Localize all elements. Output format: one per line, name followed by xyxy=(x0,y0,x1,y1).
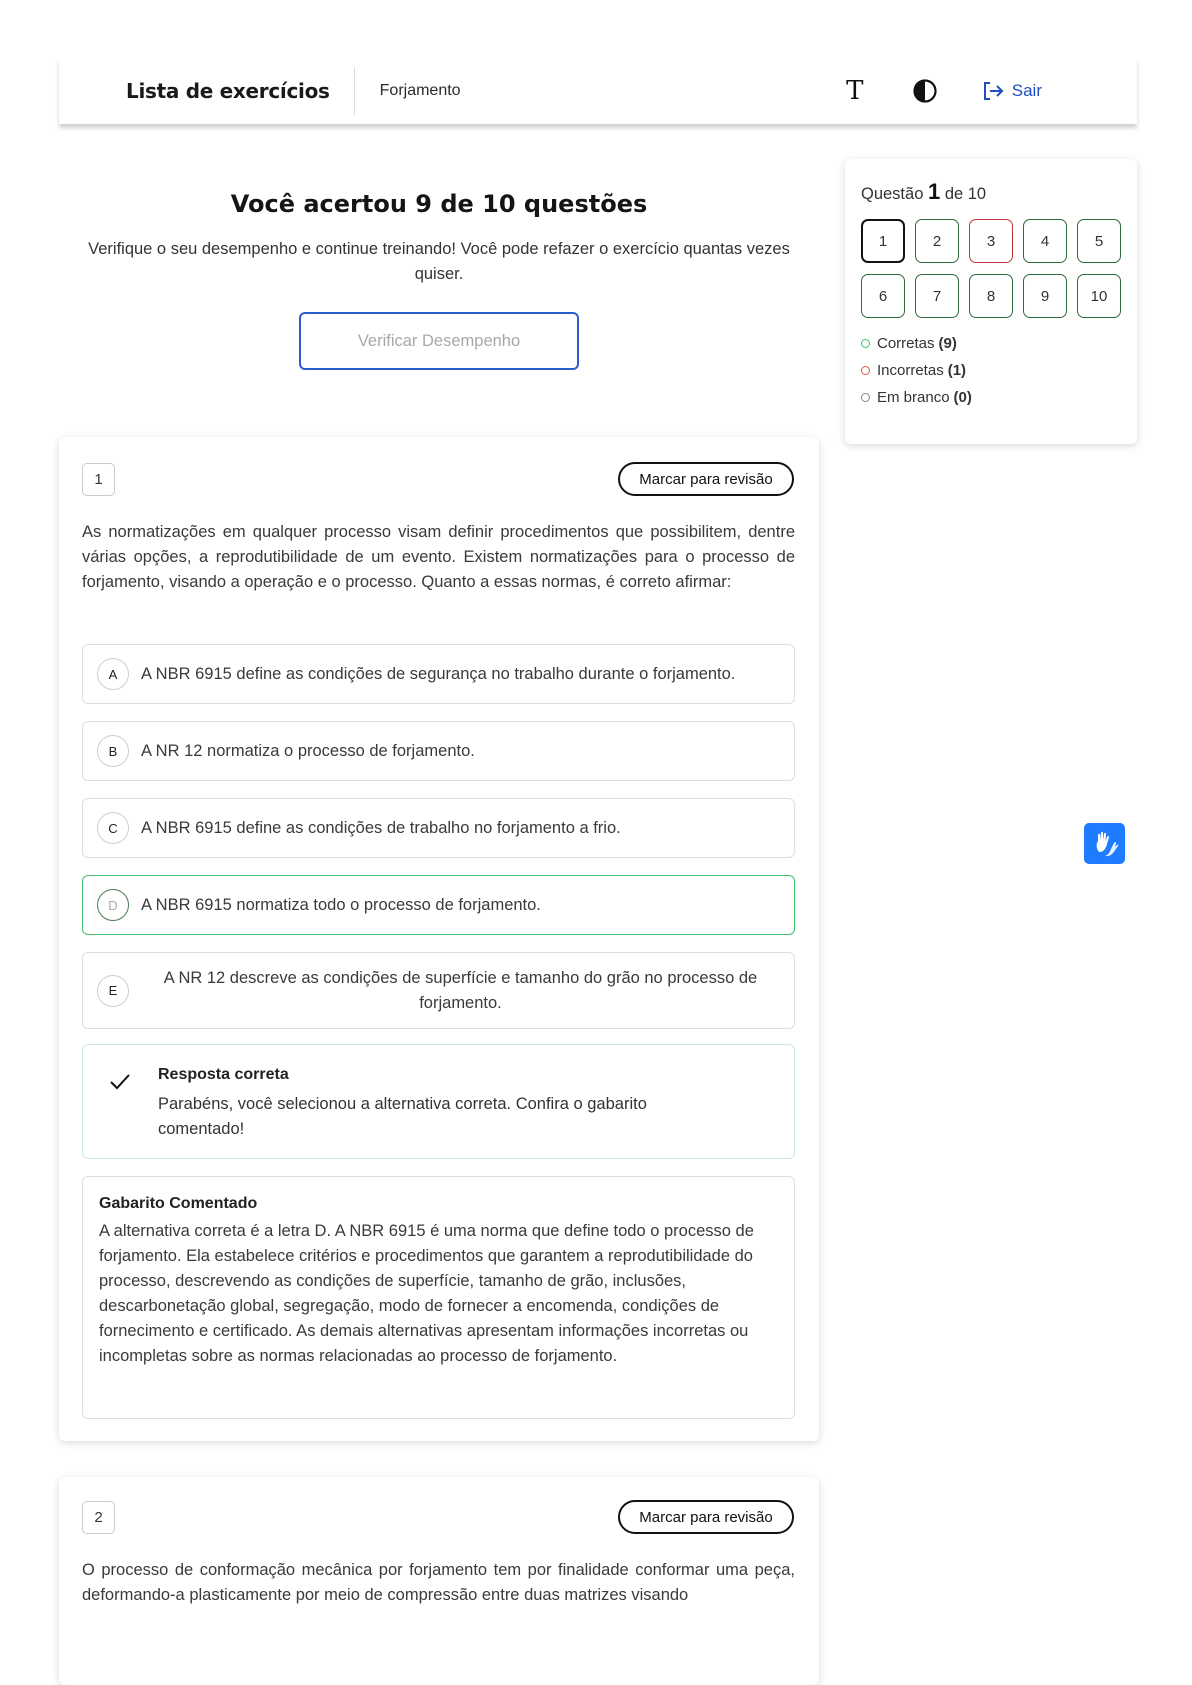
navigator-prefix: Questão xyxy=(861,185,924,203)
mark-review-button[interactable]: Marcar para revisão xyxy=(618,1500,794,1534)
option-e[interactable] xyxy=(82,952,795,1029)
feedback-text: Parabéns, você selecionou a alternativa correta. Confira o gabarito comentado! xyxy=(158,1095,647,1138)
option-c[interactable] xyxy=(82,798,795,858)
contrast-icon[interactable] xyxy=(910,76,940,106)
nav-question-9[interactable]: 9 xyxy=(1023,274,1067,318)
nav-question-8[interactable]: 8 xyxy=(969,274,1013,318)
question-stem: O processo de conformação mecânica por forjamento tem por finalidade conformar uma peça, deformando-a plasticamente por meio de compressão entre duas matrizes visando xyxy=(82,1561,795,1604)
legend-incorrect-label: Incorretas xyxy=(877,362,944,379)
blank-dot-icon xyxy=(861,393,870,402)
option-letter: E xyxy=(97,975,129,1007)
header-divider xyxy=(354,67,355,115)
option-letter: A xyxy=(97,658,129,690)
option-d[interactable] xyxy=(82,875,795,935)
feedback-title: Resposta correta xyxy=(158,1066,289,1083)
nav-question-6[interactable]: 6 xyxy=(861,274,905,318)
legend-blank xyxy=(861,389,1121,406)
exit-button[interactable] xyxy=(982,81,1042,101)
sign-language-button[interactable] xyxy=(1084,823,1125,864)
check-icon xyxy=(109,1073,131,1091)
nav-question-2[interactable]: 2 xyxy=(915,219,959,263)
exit-label: Sair xyxy=(1011,81,1042,100)
answer-title: Gabarito Comentado xyxy=(99,1195,258,1212)
option-a[interactable] xyxy=(82,644,795,704)
navigator-suffix: de 10 xyxy=(944,185,987,203)
legend-incorrect-count: (1) xyxy=(947,362,967,379)
nav-question-5[interactable]: 5 xyxy=(1077,219,1121,263)
navigator-legend xyxy=(861,335,1121,406)
subject-label: Forjamento xyxy=(379,82,461,99)
option-letter: D xyxy=(97,889,129,921)
nav-question-4[interactable]: 4 xyxy=(1023,219,1067,263)
logout-icon xyxy=(982,81,1004,101)
legend-correct-label: Corretas xyxy=(877,335,935,352)
result-heading: Você acertou 9 de 10 questões xyxy=(230,190,648,218)
nav-question-1[interactable]: 1 xyxy=(861,219,905,263)
sign-language-icon xyxy=(1091,830,1119,858)
question-card-2 xyxy=(59,1477,819,1685)
nav-question-10[interactable]: 10 xyxy=(1077,274,1121,318)
option-letter: B xyxy=(97,735,129,767)
navigator-current: 1 xyxy=(927,179,941,204)
result-message: Verifique o seu desempenho e continue treinando! Você pode refazer o exercício quantas vezes quiser. xyxy=(88,240,790,283)
page-title: Lista de exercícios xyxy=(126,79,330,103)
header-actions xyxy=(840,76,1042,106)
verify-performance-button[interactable]: Verificar Desempenho xyxy=(299,312,579,370)
legend-correct-count: (9) xyxy=(938,335,957,352)
legend-blank-label: Em branco xyxy=(877,389,950,406)
mark-review-button[interactable]: Marcar para revisão xyxy=(618,462,794,496)
option-letter: C xyxy=(97,812,129,844)
legend-blank-count: (0) xyxy=(953,389,972,406)
legend-correct xyxy=(861,335,1121,352)
correct-dot-icon xyxy=(861,339,870,348)
question-number: 2 xyxy=(82,1501,115,1534)
option-text: A NBR 6915 normatiza todo o processo de forjamento. xyxy=(141,895,541,914)
nav-question-7[interactable]: 7 xyxy=(915,274,959,318)
option-b[interactable] xyxy=(82,721,795,781)
navigator-grid xyxy=(861,219,1121,318)
top-header xyxy=(59,58,1137,124)
legend-incorrect xyxy=(861,362,1121,379)
font-size-icon[interactable]: T xyxy=(846,76,864,106)
result-summary xyxy=(59,170,819,370)
option-text: A NBR 6915 define as condições de trabalho no forjamento a frio. xyxy=(141,818,621,837)
option-text: A NR 12 normatiza o processo de forjamento. xyxy=(141,741,475,760)
answer-feedback xyxy=(82,1044,795,1159)
question-navigator xyxy=(845,159,1137,444)
answer-text: A alternativa correta é a letra D. A NBR 6915 é uma norma que define todo o processo de forjamento. Ela estabelece critérios e procedimentos que garantem a reprodutibilidade do processo, descrevendo as condições de superfície, tamanho de grão, inclusões, descarbonetação global, segregação, modo de fornecer a encomenda, condições de fornecimento e certificado. As demais alternativas apresentam informações incorretas ou incompletas sobre as normas relacionadas ao processo de forjamento. xyxy=(99,1222,754,1365)
option-text: A NR 12 descreve as condições de superfície e tamanho do grão no processo de forjamento. xyxy=(163,968,758,1012)
incorrect-dot-icon xyxy=(861,366,870,375)
option-text: A NBR 6915 define as condições de segurança no trabalho durante o forjamento. xyxy=(141,664,736,683)
question-number: 1 xyxy=(82,463,115,496)
nav-question-3[interactable]: 3 xyxy=(969,219,1013,263)
navigator-title xyxy=(861,179,1121,205)
question-stem: As normatizações em qualquer processo visam definir procedimentos que possibilitem, dentre várias opções, a reprodutibilidade de um evento. Existem normatizações para o processo de forjamento, visando a operação e o processo. Quanto a essas normas, é correto afirmar: xyxy=(82,523,795,591)
question-card-1 xyxy=(59,437,819,1441)
commented-answer xyxy=(82,1176,795,1419)
